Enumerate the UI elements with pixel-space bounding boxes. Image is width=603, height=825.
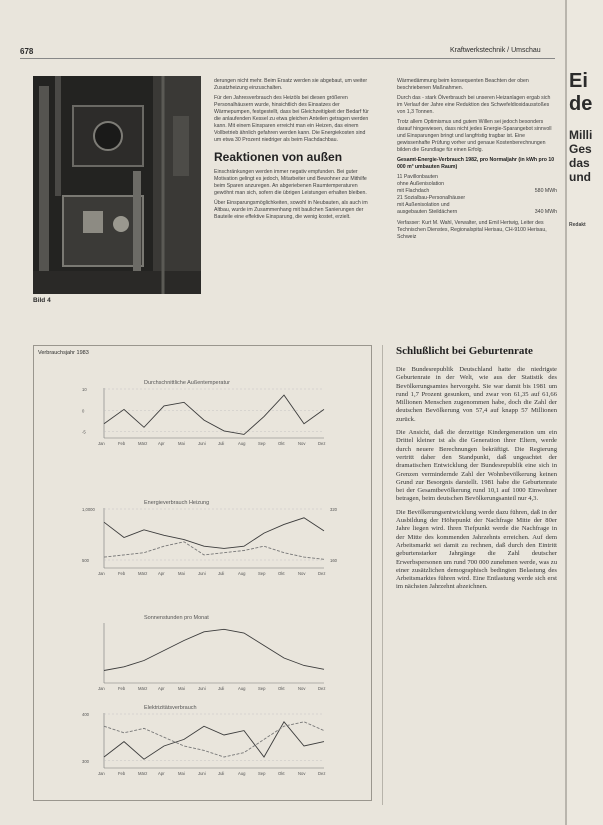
paragraph: Wärmedämmung beim konsequenten Beachten der oben beschriebenen Maßnahmen. — [397, 78, 529, 91]
y-tick-label-right: 160 — [330, 558, 337, 563]
x-tick-label: Nov — [298, 571, 306, 576]
x-tick-label: Mai — [178, 771, 185, 776]
energy-row — [397, 181, 557, 188]
x-tick-label: Juni — [198, 571, 206, 576]
x-tick-label: Nov — [298, 771, 306, 776]
x-tick-label: Feb — [118, 686, 126, 691]
x-tick-label: Nov — [298, 686, 306, 691]
paragraph: Über Einsparungsmöglichkeiten, sowohl in Neubauten, als auch im Altbau, wurde im Zusammenhang mit baulichen Sanierungen der Bauteile eine effektive Einsparung, die wenig kostet, erzielt. — [214, 200, 368, 220]
x-tick-label: Dez — [318, 441, 326, 446]
energy-label: mit Flachdach — [397, 188, 430, 194]
energy-value: 340 MWh — [534, 209, 557, 215]
x-tick-label: Mai — [178, 571, 185, 576]
photo-caption: Bild 4 — [33, 297, 51, 304]
energy-label: 21 Sozialbau-Personalhäuser — [397, 195, 466, 201]
figure-box — [33, 345, 372, 801]
x-tick-label: Juli — [218, 771, 225, 776]
next-page-subhead: das — [569, 156, 590, 170]
y-tick-label: 500 — [82, 558, 89, 563]
energy-row — [397, 195, 557, 202]
energy-value: 580 MWh — [534, 188, 557, 194]
next-page-subhead: Ges — [569, 142, 592, 156]
x-tick-label: Sep — [258, 571, 266, 576]
series-line — [104, 629, 324, 670]
energy-table — [397, 174, 557, 216]
x-tick-label: März — [138, 441, 148, 446]
running-head: Kraftwerkstechnik / Umschau — [450, 47, 541, 54]
paragraph: Für den Jahresverbrauch des Heizöls bei diesen größeren Personalhäusern wurde, hinsichtlich des Einsatzes der Wärmepumpen, festgestellt, dass bei Gleichzeitigkeit der Bedarf für die anlaufenden Kessel zu etwa gleichen Anteilen getragen werden kann. Mit einem Einsparen erreicht man ein Heizen, das einem Vollbetrieb ähnlich gefahren werden kann. Die Energiekosten sind um etwa 30 Prozent niedriger als beim Flachdachbau. — [214, 95, 369, 143]
y-tick-label: -5 — [82, 429, 86, 435]
x-tick-label: Sep — [258, 686, 266, 691]
series-line — [104, 518, 324, 549]
author-credit: Verfasser: Kurt M. Wahl, Verwalter, und Emil Hertwig, Leiter des Technischen Dienstes, Regionalspital Herisau, CH-9100 Herisau, Schweiz — [397, 220, 547, 240]
energy-row — [397, 188, 557, 195]
next-page-headline: Ei — [569, 70, 588, 92]
paragraph: Trotz allem Optimismus und gutem Willen sei jedoch besonders darauf hingewiesen, dass nicht jedes Energie-Sparangebot sinnvoll und Einsparungen bringt und langfristig tragbar ist. Eine gewissenhafte Prüfung vorher und genaue Kostenberechnungen bilden die Grundlage für einen Erfolg. — [397, 119, 552, 153]
x-tick-label: Aug — [238, 771, 246, 776]
y-tick-label: 1,0000 — [82, 507, 95, 512]
paragraph: Die Bevölkerungsentwicklung werde dazu führen, daß in der Ausbildung der Höhepunkt der Nachfrage Mitte der 80er Jahre liegen wird. Ihren Tiefpunkt werde die Nachfrage in der Mitte des kommenden Jahrzehnts erreichen. Auf dem Arbeitsmarkt sei damit zu rechnen, daß durch den Eintritt geburtenstarker Jahrgänge die Zahl deutscher Erwerbspersonen um rund 700 000 zunehmen werde, was zu einer zusätzlichen demographisch bedingten Belastung des Arbeitsmarktes führen wird. Eine Entlastung werde sich erst im nächsten Jahrzehnt abzeichnen. — [396, 508, 557, 591]
x-tick-label: Aug — [238, 571, 246, 576]
x-tick-label: Juni — [198, 686, 206, 691]
series-line — [104, 542, 324, 560]
x-tick-label: Apr — [158, 441, 165, 446]
x-tick-label: Jan — [98, 571, 105, 576]
energy-label: mit Außenisolation und — [397, 202, 450, 208]
x-tick-label: Juni — [198, 771, 206, 776]
x-tick-label: Mai — [178, 441, 185, 446]
chart-label: Durchschnittliche Außentemperatur — [144, 380, 230, 386]
x-tick-label: Okt — [278, 771, 285, 776]
paragraph: Die Ansicht, daß die derzeitige Kindergeneration um ein Drittel kleiner ist als die Generation ihrer Eltern, werde durch neuere Berechnungen bekräftigt. Die Regierung vertritt daher den Standpunkt, daß ungeachtet der dramatischen Entwicklung der Bundesrepublik eine sich in Grenzen vermindernde Zahl der Wohnbevölkerung keinen Grund zur Besorgnis darstellt. 1981 habe die Geburtenrate bei der Gesamtbevölkerung rund 10,1 auf 1000 Einwohner betragen, beim deutschen Bevölkerungsanteil nur 4,3. — [396, 429, 557, 503]
x-tick-label: Juli — [218, 571, 225, 576]
energy-row — [397, 202, 557, 209]
next-page-subhead: Milli — [569, 128, 593, 142]
photo-boiler-room — [33, 76, 201, 294]
sidebar-article-body — [396, 366, 557, 592]
energy-label: ausgebauten Steildächern — [397, 209, 458, 215]
charts-svg — [34, 358, 371, 798]
energy-label: 11 Pavillonbauten — [397, 174, 438, 180]
x-tick-label: März — [138, 571, 148, 576]
x-tick-label: Sep — [258, 771, 266, 776]
chart-label: Energieverbrauch Heizung — [144, 500, 210, 506]
x-tick-label: Feb — [118, 441, 126, 446]
column-divider — [382, 345, 383, 805]
series-line — [104, 722, 324, 759]
x-tick-label: Apr — [158, 686, 165, 691]
x-tick-label: März — [138, 686, 148, 691]
x-tick-label: Okt — [278, 686, 285, 691]
x-tick-label: Apr — [158, 771, 165, 776]
paragraph: Einschränkungen werden immer negativ empfunden. Bei guter Motivation gelingt es jedoch, Mitarbeiter und Bewohner zur Mithilfe beim Sparen anzuregen. An abgeriebenen Raumtemperaturen gewöhnt man sich, sofern die übrigen Leistungen erhalten bleiben. — [214, 169, 367, 196]
y-tick-label-right: 320 — [330, 507, 337, 512]
paragraph: Durch das - stark Ölverbrauch bei unseren Heizanlagen ergab sich im Verlauf der Jahre eine Reduktion des Schwefeldioxidausstoßes von 1,3 Tonnen. — [397, 95, 551, 115]
x-tick-label: Mai — [178, 686, 185, 691]
series-line — [104, 722, 324, 757]
x-tick-label: Jan — [98, 771, 105, 776]
x-tick-label: Juni — [198, 441, 206, 446]
figure-title: Verbrauchsjahr 1983 — [38, 350, 89, 356]
energy-label: ohne Außenisolation — [397, 181, 445, 187]
x-tick-label: Jan — [98, 686, 105, 691]
energy-row — [397, 174, 557, 181]
boiler-photo-illustration — [33, 76, 201, 294]
x-tick-label: Jan — [98, 441, 105, 446]
x-tick-label: Dez — [318, 571, 326, 576]
next-page-headline: de — [569, 93, 593, 115]
y-tick-label: 10 — [82, 387, 87, 392]
x-tick-label: März — [138, 771, 148, 776]
x-tick-label: Apr — [158, 571, 165, 576]
x-tick-label: Juli — [218, 441, 225, 446]
y-tick-label: 400 — [82, 712, 89, 717]
energy-table-title: Gesamt-Energie-Verbrauch 1982, pro Normaljahr (in kWh pro 10 000 m³ umbauten Raum) — [397, 157, 555, 170]
x-tick-label: Okt — [278, 441, 285, 446]
x-tick-label: Okt — [278, 571, 285, 576]
next-page-subhead: und — [569, 170, 591, 184]
y-tick-label: 300 — [82, 758, 89, 764]
next-page-byline: Redakt — [569, 222, 586, 228]
x-tick-label: Aug — [238, 441, 246, 446]
page-number: 678 — [20, 47, 34, 56]
series-line — [104, 395, 324, 434]
header-rule — [20, 58, 555, 59]
x-tick-label: Nov — [298, 441, 306, 446]
left-text-column — [214, 78, 374, 224]
x-tick-label: Dez — [318, 686, 326, 691]
x-tick-label: Juli — [218, 686, 225, 691]
sidebar-article — [396, 345, 557, 597]
x-tick-label: Aug — [238, 686, 246, 691]
right-text-column — [397, 78, 557, 244]
y-tick-label: 0 — [82, 408, 85, 414]
x-tick-label: Sep — [258, 441, 266, 446]
x-tick-label: Feb — [118, 571, 126, 576]
section-heading: Reaktionen von außen — [214, 150, 343, 164]
chart-label: Sonnenstunden pro Monat — [144, 615, 209, 621]
paragraph: Die Bundesrepublik Deutschland hatte die niedrigste Geburtenrate in der Welt, wie aus der Statistik des Bevölkerungsamtes hervorgeht. Sie war damit bis 1981 um rund 1,7 Prozent gesunken, und zwar von 61,35 auf 61,66 Millionen Menschen zugenommen habe, doch die Zahl der deutschen Bevölkerung von 57,4 auf knapp 57 Millionen zurück. — [396, 366, 557, 423]
x-tick-label: Feb — [118, 771, 126, 776]
energy-row — [397, 209, 557, 216]
next-page-edge — [565, 0, 603, 825]
sidebar-article-title: Schlußlicht bei Geburtenrate — [396, 345, 533, 357]
paragraph: derungen nicht mehr. Beim Ersatz werden sie abgebaut, um weiter Zusatzheizung einzuschalten. — [214, 78, 368, 91]
x-tick-label: Dez — [318, 771, 326, 776]
chart-label: Elektrizitätsverbrauch — [144, 705, 197, 711]
